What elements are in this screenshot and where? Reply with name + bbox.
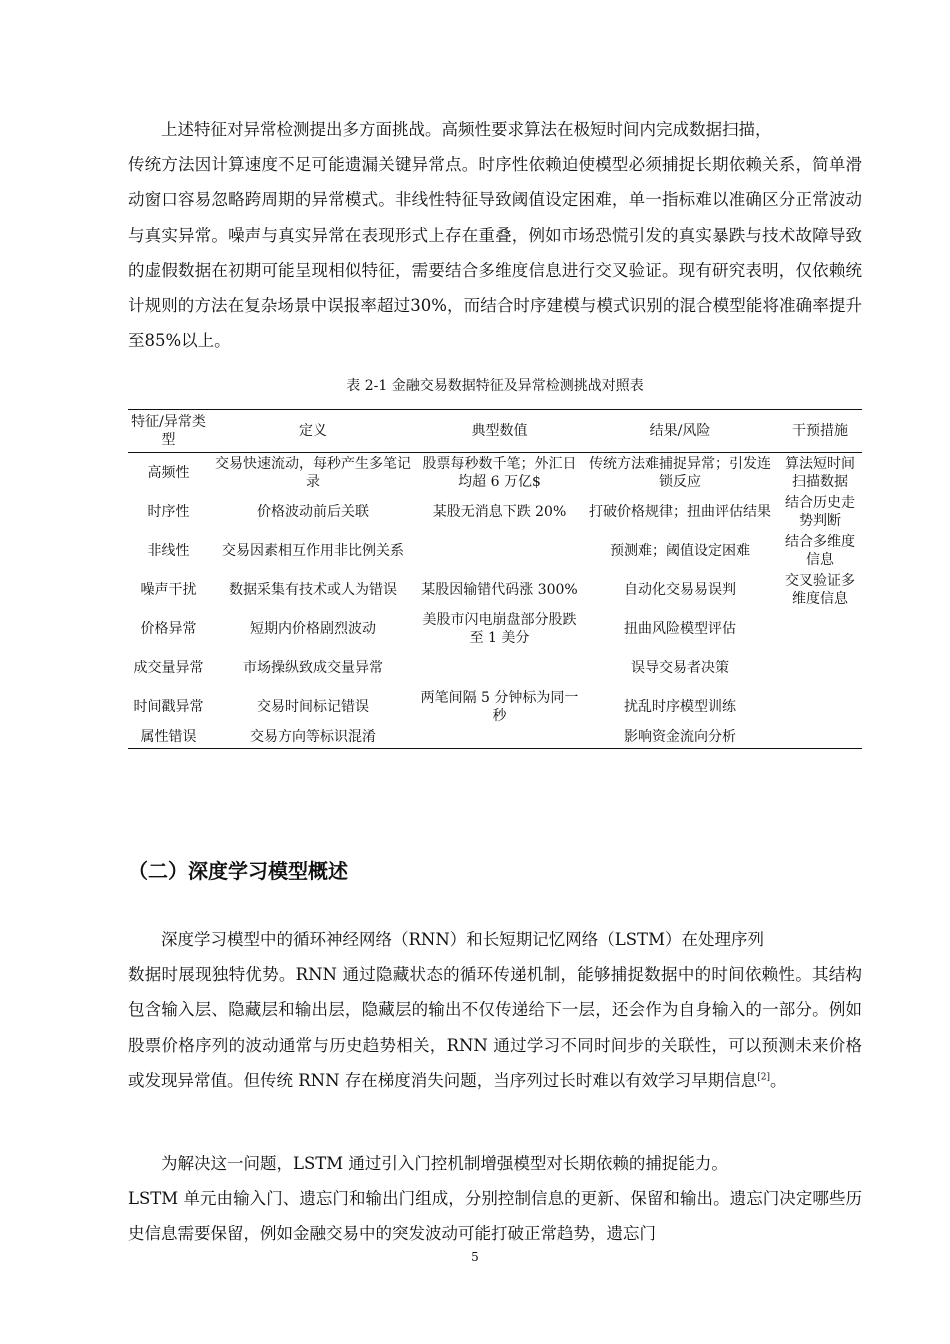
table-cell: 高频性 [147,464,190,481]
table-cell: 成交量异常 [133,659,204,676]
table-cell: 影响资金流向分析 [624,729,736,745]
section-heading: （二）深度学习模型概述 [128,859,348,883]
table-cell: 两笔间隔 5 分钟标为同一秒 [420,689,579,724]
table-cell: 非线性 [147,542,190,559]
table-cell: 扭曲风险模型评估 [624,620,736,637]
table-cell [417,531,582,570]
table-row [128,570,862,609]
table-cell [778,609,862,648]
column-header: 结果/风险 [649,423,711,439]
paragraph-body: 传统方法因计算速度不足可能遗漏关键异常点。时序性依赖迫使模型必须捕捉长期依赖关系，简单滑动窗口容易忽略跨周期的异常模式。非线性特征导致阈值设定困难，单一指标难以准确区分正常波动与真实异常。噪声与真实异常在表现形式上存在重叠，例如市场恐慌引发的真实暴跌与技术故障导致的虚假数据在初期可能呈现相似特征，需要结合多维度信息进行交叉验证。现有研究表明，仅依赖统计规则的方法在复杂场景中误报率超过30%，而结合时序建模与模式识别的混合模型能将准确率提升至85%以上。 [128,155,862,351]
paragraph-body: 数据时展现独特优势。RNN 通过隐藏状态的循环传递机制，能够捕捉数据中的时间依赖性。其结构包含输入层、隐藏层和输出层，隐藏层的输出不仅传递给下一层，还会作为自身输入的一部分。例如股票价格序列的波动通常与历史趋势相关，RNN 通过学习不同时间步的关联性，可以预测未来价格或发现异常值。但传统 RNN 存在梯度消失问题，当序列过长时难以有效学习早期信息 [128,965,862,1090]
table-row [128,609,862,648]
table-cell [778,687,862,726]
paragraph-tail: 。 [770,1070,787,1090]
table-caption: 表 2-1 金融交易数据特征及异常检测挑战对照表 [346,378,644,394]
table-cell: 打破价格规律；扭曲评估结果 [589,503,771,520]
table-cell [778,648,862,687]
column-header: 干预措施 [792,423,848,439]
table-cell: 短期内价格剧烈波动 [250,620,376,637]
table-cell: 时序性 [147,503,190,520]
page-number: 5 [471,1250,479,1264]
table-cell: 某股因输错代码涨 300% [421,581,578,598]
body-paragraph-challenges [128,112,862,358]
table-row [128,726,862,749]
comparison-table [128,409,862,749]
table-cell: 交易快速流动，每秒产生多笔记录 [215,455,411,490]
table-row [128,453,862,493]
body-paragraph-lstm [128,1146,862,1252]
body-paragraph-rnn [128,922,862,1098]
table-cell: 结合历史走势判断 [785,494,855,529]
column-header: 典型数值 [471,423,528,439]
table-cell: 价格异常 [140,620,197,637]
table-cell [417,648,582,687]
table-cell [778,726,862,749]
table-cell: 数据采集有技术或人为错误 [229,581,397,598]
table-row [128,531,862,570]
table-row [128,648,862,687]
citation-marker: [2] [757,1072,771,1083]
table-cell: 算法短时间扫描数据 [785,455,855,490]
table-cell: 扰乱时序模型训练 [624,698,736,715]
table-row [128,492,862,531]
table-cell: 结合多维度信息 [785,533,855,568]
table-cell: 某股无消息下跌 20% [432,503,567,520]
table-cell: 时间戳异常 [133,698,204,715]
table-cell: 传统方法难捕捉异常；引发连锁反应 [589,455,771,490]
table-cell: 价格波动前后关联 [257,503,369,520]
table-cell: 属性错误 [140,729,197,745]
table-cell: 自动化交易易误判 [624,581,736,598]
paragraph-body: LSTM 单元由输入门、遗忘门和输出门组成，分别控制信息的更新、保留和输出。遗忘门决定哪些历史信息需要保留，例如金融交易中的突发波动可能打破正常趋势，遗忘门 [128,1189,862,1244]
table-cell: 交易方向等标识混淆 [250,729,376,745]
column-header: 定义 [299,423,327,439]
table-cell [417,726,582,749]
table-cell: 噪声干扰 [140,581,197,598]
paragraph-first-line: 上述特征对异常检测提出多方面挑战。高频性要求算法在极短时间内完成数据扫描， [161,120,772,139]
table-cell: 美股市闪电崩盘部分股跌至 1 美分 [422,611,577,646]
table-cell: 交叉验证多维度信息 [785,572,855,607]
table-row [128,687,862,726]
paragraph-first-line: 深度学习模型中的循环神经网络（RNN）和长短期记忆网络（LSTM）在处理序列 [161,930,764,949]
table-cell: 交易因素相互作用非比例关系 [222,542,404,559]
table-header-row [128,410,862,453]
table-cell: 市场操纵致成交量异常 [243,659,383,676]
paragraph-first-line: 为解决这一问题，LSTM 通过引入门控机制增强模型对长期依赖的捕捉能力。 [161,1154,728,1173]
table-cell: 误导交易者决策 [631,659,729,676]
table-cell: 预测难；阈值设定困难 [610,542,750,559]
column-header: 特征/异常类型 [131,414,206,448]
table-cell: 交易时间标记错误 [257,698,369,715]
table-cell: 股票每秒数千笔；外汇日均超 6 万亿$ [422,455,577,490]
